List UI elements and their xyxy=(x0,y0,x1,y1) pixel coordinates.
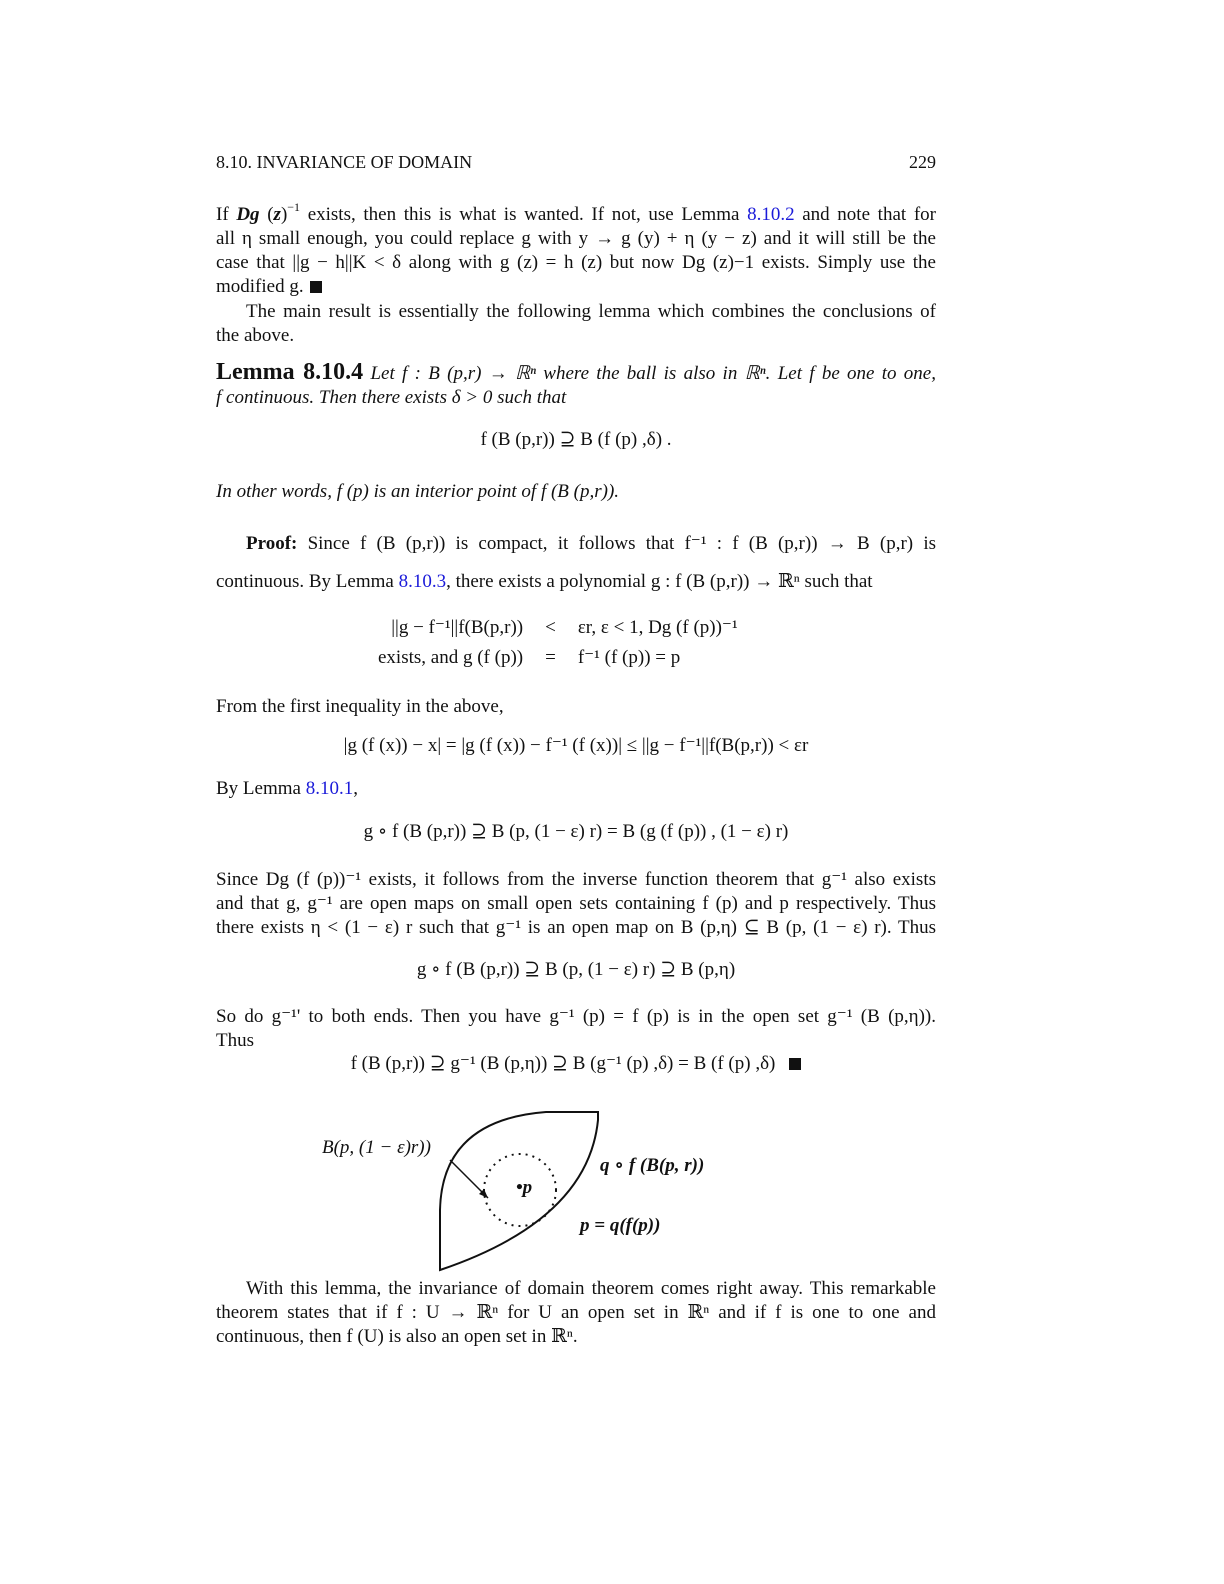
para1-line2: all η small enough, you could replace g with y → g (y) + η (y − z) and it will still be the xyxy=(216,228,936,249)
paragraph-1 xyxy=(216,200,936,299)
lens-diagram xyxy=(216,1100,936,1280)
link-lemma-8-10-1[interactable]: 8.10.1 xyxy=(305,778,354,799)
proof-start xyxy=(216,532,936,556)
proof-line5: Since Dg (f (p))⁻¹ exists, it follows from the inverse function theorem that g⁻¹ also exists xyxy=(216,869,936,890)
qed-square-icon xyxy=(310,281,322,293)
proof-label: Proof: xyxy=(246,533,298,554)
proof-line7: there exists η < (1 − ε) r such that g⁻¹ is an open map on B (p,η) ⊆ B (p, (1 − ε) r). Thus xyxy=(216,917,936,938)
para1-line4: modified g. xyxy=(216,275,936,299)
para2-line2: the above. xyxy=(216,325,295,346)
proof-equation-3: |g (f (x)) − x| = |g (f (x)) − f⁻¹ (f (x))| ≤ ||g − f⁻¹||f(B(p,r)) < εr xyxy=(343,735,809,756)
proof-equation-6: f (B (p,r)) ⊇ g⁻¹ (B (p,η)) ⊇ B (g⁻¹ (p) ,δ) = B (f (p) ,δ) xyxy=(216,1052,936,1076)
label-ball: B(p, (1 − ε)r)) xyxy=(322,1137,431,1158)
closing-line2: theorem states that if f : U → ℝⁿ for U an open set in ℝⁿ and if f is one to one and xyxy=(216,1302,936,1323)
running-header xyxy=(216,150,936,174)
lemma-statement xyxy=(216,360,936,410)
proof-line6: and that g, g⁻¹ are open maps on small open sets containing f (p) and p respectively. Thus xyxy=(216,893,936,914)
paragraph-2 xyxy=(216,300,936,348)
closing-line3: continuous, then f (U) is also an open set in ℝⁿ. xyxy=(216,1326,578,1347)
label-equation: p = q(f(p)) xyxy=(580,1215,661,1236)
proof-equation-5: g ∘ f (B (p,r)) ⊇ B (p, (1 − ε) r) ⊇ B (p,η) xyxy=(416,959,736,980)
proof-paragraph xyxy=(216,868,936,940)
eq-row-2: exists, and g (f (p)) = f⁻¹ (f (p)) = p xyxy=(378,647,681,668)
section-title: 8.10. INVARIANCE OF DOMAIN xyxy=(216,152,473,172)
link-lemma-8-10-2[interactable]: 8.10.2 xyxy=(747,204,795,225)
page-number: 229 xyxy=(909,152,936,172)
proof-equation-4: g ∘ f (B (p,r)) ⊇ B (p, (1 − ε) r) = B (g (f (p)) , (1 − ε) r) xyxy=(363,821,789,842)
proof-line1: Proof: Since f (B (p,r)) is compact, it follows that f⁻¹ : f (B (p,r)) → B (p,r) is xyxy=(246,533,936,554)
proof-line2: continuous. By Lemma 8.10.3, there exists a polynomial g : f (B (p,r)) → ℝⁿ such that xyxy=(216,571,873,592)
para2-line1: The main result is essentially the following lemma which combines the conclusions of xyxy=(246,301,936,322)
link-lemma-8-10-3[interactable]: 8.10.3 xyxy=(398,571,447,592)
qed-square-icon xyxy=(789,1058,801,1070)
closing-paragraph xyxy=(216,1277,936,1349)
proof-equation-array xyxy=(366,612,750,674)
para1-line3: case that ||g − h||K < δ along with g (z) = h (z) but now Dg (z)−1 exists. Simply use the xyxy=(216,252,936,273)
closing-line1: With this lemma, the invariance of domain theorem comes right away. This remarkable xyxy=(246,1278,936,1299)
proof-line4: By Lemma 8.10.1, xyxy=(216,778,358,799)
proof-line8: So do g⁻¹' to both ends. Then you have g⁻¹ (p) = f (p) is in the open set g⁻¹ (B (p,η)). xyxy=(216,1006,936,1027)
para1-line1: If Dg $(z)^{-1}$ exists, then this is what is wanted. If not, use Lemma 8.10.2 and note that for xyxy=(216,200,936,225)
proof-paragraph-2 xyxy=(216,1005,936,1053)
lemma-title: Lemma 8.10.4 xyxy=(216,359,364,385)
lemma-line1: Lemma 8.10.4 Let f : B (p,r) → ℝⁿ where the ball is also in ℝⁿ. Let f be one to one, xyxy=(216,359,936,385)
label-point: •p xyxy=(516,1177,533,1198)
lemma-equation: f (B (p,r)) ⊇ B (f (p) ,δ) . xyxy=(480,429,672,450)
proof-line9: Thus xyxy=(216,1030,254,1051)
eq-row-1: ||g − f⁻¹||f(B(p,r)) < εr, ε < 1, Dg (f (p))⁻¹ xyxy=(391,617,738,638)
lemma-line2: f continuous. Then there exists δ > 0 such that xyxy=(216,387,567,408)
figure xyxy=(216,1100,936,1280)
proof-line3: From the first inequality in the above, xyxy=(216,696,504,717)
label-image: q ∘ f (B(p, r)) xyxy=(600,1155,705,1176)
lemma-line3: In other words, f (p) is an interior point of f (B (p,r)). xyxy=(216,481,620,502)
